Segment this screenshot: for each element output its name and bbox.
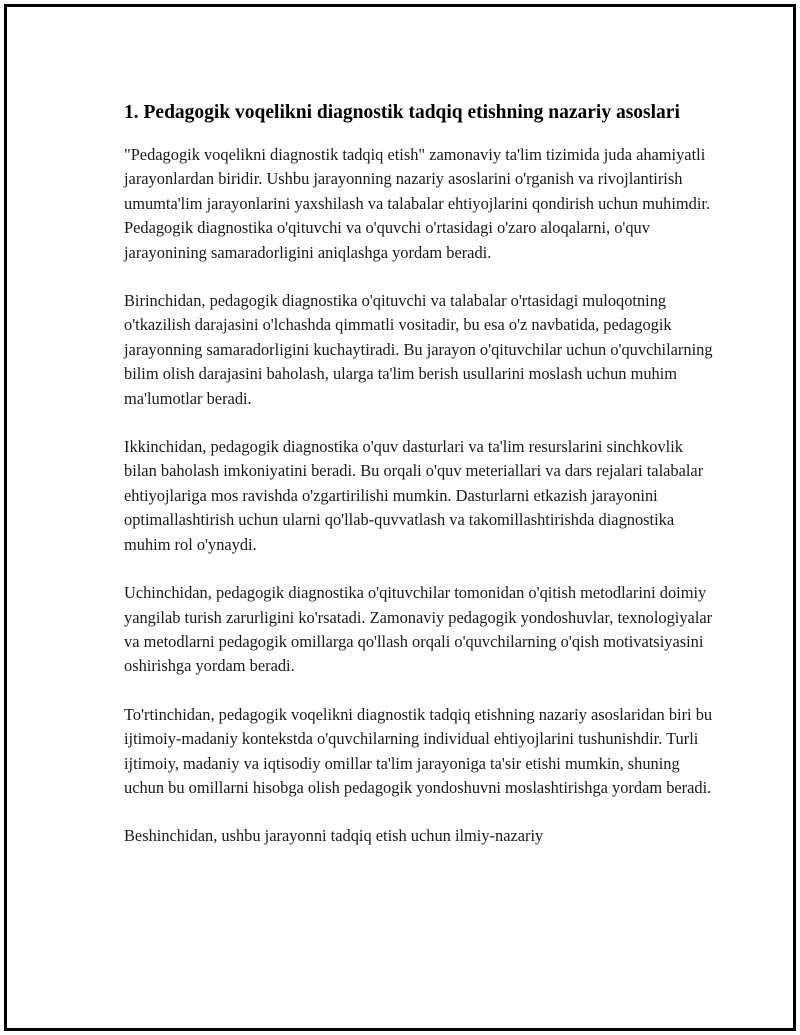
paragraph-intro: "Pedagogik voqelikni diagnostik tadqiq etish" zamonaviy ta'lim tizimida juda ahamiyatli jarayonlardan biridir. Ushbu jarayonning nazariy asoslarini o'rganish va rivojlantirish umumta'lim jarayonlarini yaxshilash va talabalar ehtiyojlarini qondirish uchun muhimdir. Pedagogik diagnostika o'qituvchi va o'quvchi o'rtasidagi o'zaro aloqalarni, o'quv jarayonining samaradorligini aniqlashga yordam beradi. [124,145,711,262]
paragraph-fourth: To'rtinchidan, pedagogik voqelikni diagnostik tadqiq etishning nazariy asoslaridan biri bu ijtimoiy-madaniy kontekstda o'quvchilarning individual ehtiyojlarini tushunishdir. Turli ijtimoiy, madaniy va iqtisodiy omillar ta'lim jarayoniga ta'sir etishi mumkin, shuning uchun bu omillarni hisobga olish pedagogik yondoshuvni moslashtirishga yordam beradi. [124,704,713,797]
paragraph-third: Uchinchidan, pedagogik diagnostika o'qituvchilar tomonidan o'qitish metodlarini doimiy yangilab turish zarurligini ko'rsatadi. Zamonaviy pedagogik yondoshuvlar, texnologiyalar va metodlarni pedagogik omillarga qo'llash orqali o'quvchilarning o'qish motivatsiyasini oshirishga yordam beradi. [124,583,713,676]
paragraph-second: Ikkinchidan, pedagogik diagnostika o'quv dasturlari va ta'lim resurslarini sinchkovlik bilan baholash imkoniyatini beradi. Bu orqali o'quv meteriallari va dars rejalari talabalar ehtiyojlariga mos ravishda o'zgartirilishi mumkin. Dasturlarni etkazish jarayonini optimallashtirish uchun ularni qo'llab-quvvatlash va takomillashtirishda diagnostika muhim rol o'ynaydi. [124,437,704,554]
paragraph-fifth: Beshinchidan, ushbu jarayonni tadqiq etish uchun ilmiy-nazariy [124,826,544,846]
section-heading: 1. Pedagogik voqelikni diagnostik tadqiq etishning nazariy asoslari [124,102,680,123]
document-body [124,99,714,873]
page-frame [4,4,796,1031]
paragraph-first: Birinchidan, pedagogik diagnostika o'qituvchi va talabalar o'rtasidagi muloqotning o'tkazilish darajasini o'lchashda qimmatli vositadir, bu esa o'z navbatida, pedagogik jarayonning samaradorligini kuchaytiradi. Bu jarayon o'qituvchilar uchun o'quvchilarning bilim olish darajasini baholash, ularga ta'lim berish usullarini moslash uchun muhim ma'lumotlar beradi. [124,291,713,408]
